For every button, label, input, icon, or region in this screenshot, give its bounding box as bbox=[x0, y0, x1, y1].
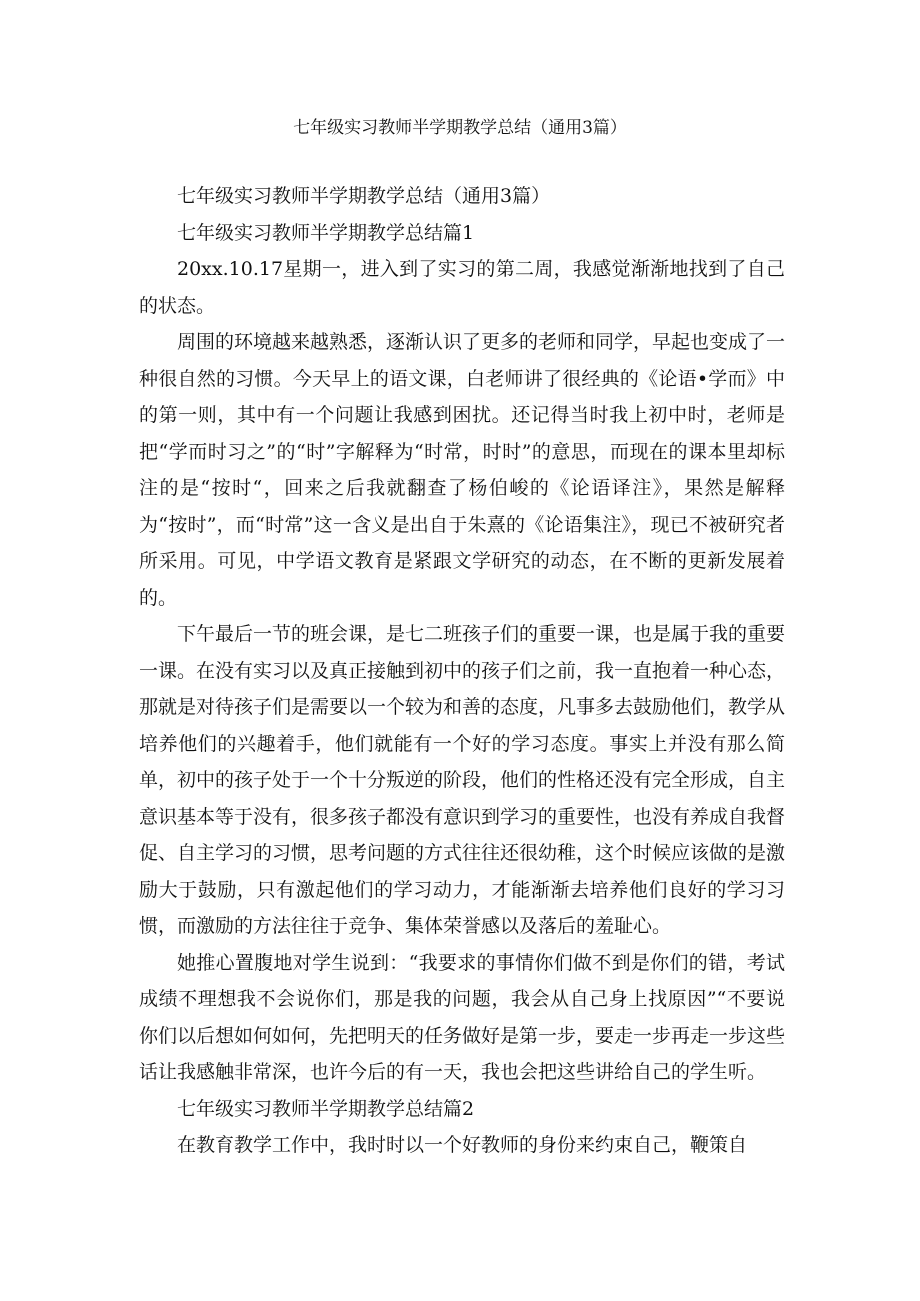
body-paragraph: 下午最后一节的班会课，是七二班孩子们的重要一课，也是属于我的重要一课。在没有实习以及真正接触到初中的孩子们之前，我一直抱着一种心态，那就是对待孩子们是需要以一个较为和善的态度，凡事多去鼓励他们，教学从培养他们的兴趣着手，他们就能有一个好的学习态度。事实上并没有那么简单，初中的孩子处于一个十分叛逆的阶段，他们的性格还没有完全形成，自主意识基本等于没有，很多孩子都没有意识到学习的重要性，也没有养成自我督促、自主学习的习惯，思考问题的方式往往还很幼稚，这个时候应该做的是激励大于鼓励，只有激起他们的学习动力，才能渐渐去培养他们良好的学习习惯，而激励的方法往往于竞争、集体荣誉感以及落后的羞耻心。 bbox=[139, 623, 786, 937]
section-heading-1: 七年级实习教师半学期教学总结篇1 bbox=[177, 221, 475, 244]
document-body bbox=[139, 178, 785, 1164]
section-heading-2: 七年级实习教师半学期教学总结篇2 bbox=[177, 1097, 475, 1120]
subtitle-paragraph: 七年级实习教师半学期教学总结（通用3篇） bbox=[177, 185, 551, 207]
body-paragraph: 周围的环境越来越熟悉，逐渐认识了更多的老师和同学，早起也变成了一种很自然的习惯。今天早上的语文课，白老师讲了很经典的《论语•学而》中的第一则，其中有一个问题让我感到困扰。还记得当时我上初中时，老师是把“学而时习之”的“时”字解释为“时常，时时”的意思，而现在的课本里却标注的是“按时“，回来之后我就翻查了杨伯峻的《论语译注》，果然是解释为“按时”，而“时常”这一含义是出自于朱熹的《论语集注》，现已不被研究者所采用。可见，中学语文教育是紧跟文学研究的动态，在不断的更新发展着的。 bbox=[139, 331, 786, 609]
document-title: 七年级实习教师半学期教学总结（通用3篇） bbox=[293, 118, 627, 138]
body-paragraph: 20xx.10.17星期一，进入到了实习的第二周，我感觉渐渐地找到了自己的状态。 bbox=[139, 258, 785, 317]
body-paragraph: 在教育教学工作中，我时时以一个好教师的身份来约束自己，鞭策自 bbox=[177, 1134, 748, 1156]
body-paragraph: 她推心置腹地对学生说到：“我要求的事情你们做不到是你们的错，考试成绩不理想我不会说你们，那是我的问题，我会从自己身上找原因”“不要说你们以后想如何如何，先把明天的任务做好是第一步，要走一步再走一步这些话让我感触非常深，也许今后的有一天，我也会把这些讲给自己的学生听。 bbox=[139, 951, 786, 1083]
